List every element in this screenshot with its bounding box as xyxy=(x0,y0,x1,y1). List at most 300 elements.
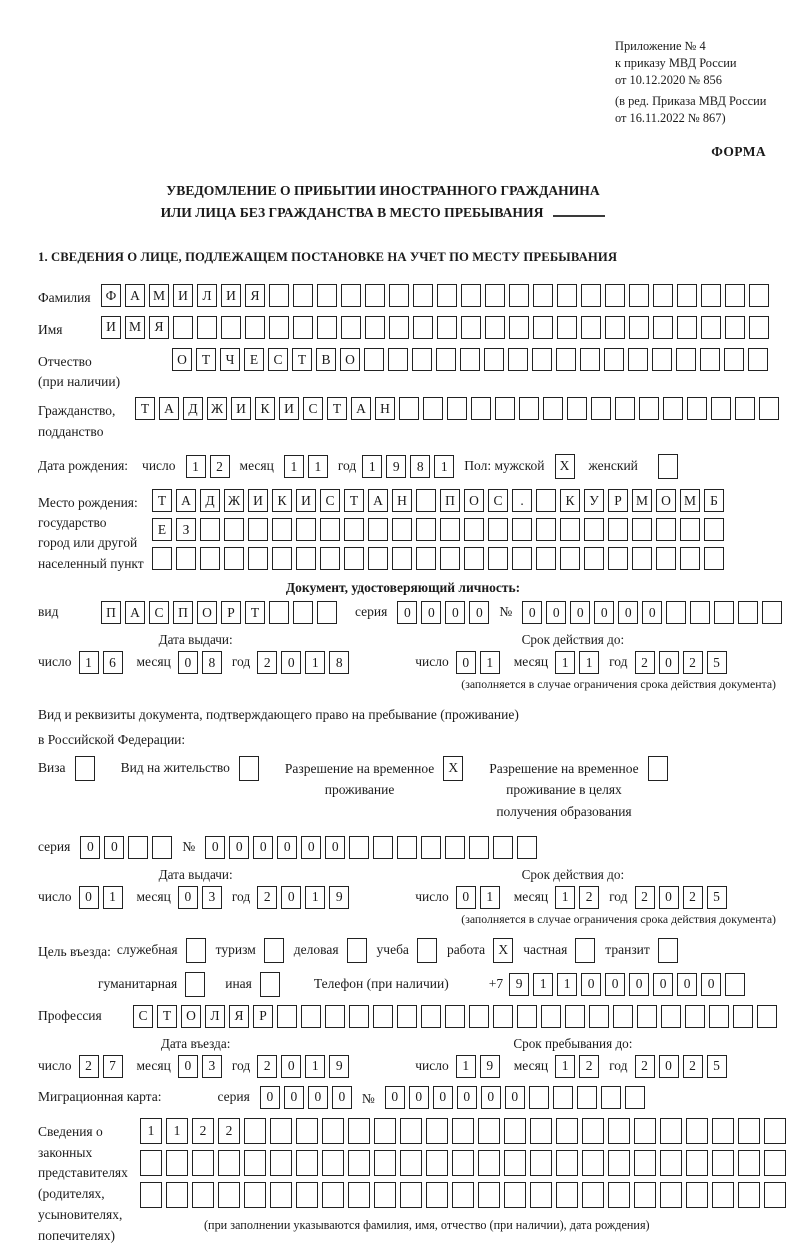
char-box[interactable]: 1 xyxy=(308,455,328,478)
char-box[interactable]: А xyxy=(125,601,145,624)
char-box[interactable]: 0 xyxy=(385,1086,405,1109)
char-box[interactable]: 0 xyxy=(469,601,489,624)
char-box[interactable]: 0 xyxy=(281,886,301,909)
char-box[interactable] xyxy=(469,1005,489,1028)
char-box[interactable]: 2 xyxy=(579,886,599,909)
char-box[interactable] xyxy=(660,1118,682,1144)
char-box[interactable] xyxy=(374,1182,396,1208)
char-box[interactable]: Л xyxy=(205,1005,225,1028)
char-box[interactable] xyxy=(218,1150,240,1176)
char-box[interactable] xyxy=(517,836,537,859)
char-box[interactable] xyxy=(322,1118,344,1144)
char-box[interactable] xyxy=(440,518,460,541)
char-box[interactable]: 1 xyxy=(555,886,575,909)
char-box[interactable] xyxy=(166,1182,188,1208)
char-box[interactable] xyxy=(519,397,539,420)
char-box[interactable]: О xyxy=(172,348,192,371)
char-box[interactable] xyxy=(749,284,769,307)
char-box[interactable] xyxy=(389,316,409,339)
char-box[interactable] xyxy=(764,1182,786,1208)
char-box[interactable] xyxy=(605,284,625,307)
char-box[interactable] xyxy=(629,284,649,307)
char-box[interactable]: Я xyxy=(229,1005,249,1028)
char-box[interactable] xyxy=(557,284,577,307)
char-box[interactable] xyxy=(738,601,758,624)
char-box[interactable] xyxy=(639,397,659,420)
char-box[interactable] xyxy=(589,1005,609,1028)
char-box[interactable] xyxy=(536,547,556,570)
char-box[interactable]: Я xyxy=(149,316,169,339)
char-box[interactable] xyxy=(173,316,193,339)
char-box[interactable] xyxy=(677,316,697,339)
char-box[interactable] xyxy=(325,1005,345,1028)
char-box[interactable] xyxy=(509,284,529,307)
char-box[interactable]: 1 xyxy=(555,1055,575,1078)
char-box[interactable] xyxy=(556,348,576,371)
char-box[interactable] xyxy=(200,547,220,570)
char-box[interactable] xyxy=(582,1182,604,1208)
char-box[interactable]: 0 xyxy=(79,886,99,909)
char-box[interactable]: 5 xyxy=(707,886,727,909)
char-box[interactable] xyxy=(759,397,779,420)
char-box[interactable]: 5 xyxy=(707,1055,727,1078)
tourism-checkbox[interactable] xyxy=(264,938,284,963)
visa-checkbox[interactable] xyxy=(75,756,95,781)
work-checkbox[interactable]: X xyxy=(493,938,513,963)
char-box[interactable] xyxy=(248,518,268,541)
char-box[interactable]: 0 xyxy=(284,1086,304,1109)
char-box[interactable] xyxy=(686,1150,708,1176)
char-box[interactable] xyxy=(680,518,700,541)
char-box[interactable] xyxy=(341,316,361,339)
char-box[interactable]: О xyxy=(656,489,676,512)
char-box[interactable]: 0 xyxy=(659,651,679,674)
char-box[interactable] xyxy=(556,1118,578,1144)
char-box[interactable] xyxy=(436,348,456,371)
char-box[interactable]: 2 xyxy=(683,651,703,674)
char-box[interactable]: И xyxy=(231,397,251,420)
char-box[interactable] xyxy=(270,1182,292,1208)
char-box[interactable] xyxy=(365,316,385,339)
male-checkbox[interactable]: X xyxy=(555,454,575,479)
char-box[interactable] xyxy=(686,1118,708,1144)
char-box[interactable] xyxy=(244,1150,266,1176)
transit-checkbox[interactable] xyxy=(658,938,678,963)
char-box[interactable] xyxy=(632,518,652,541)
char-box[interactable] xyxy=(445,1005,465,1028)
char-box[interactable] xyxy=(192,1150,214,1176)
char-box[interactable] xyxy=(660,1182,682,1208)
char-box[interactable] xyxy=(248,547,268,570)
char-box[interactable]: А xyxy=(368,489,388,512)
char-box[interactable] xyxy=(701,284,721,307)
char-box[interactable] xyxy=(676,348,696,371)
char-box[interactable] xyxy=(637,1005,657,1028)
char-box[interactable]: 0 xyxy=(445,601,465,624)
char-box[interactable]: С xyxy=(488,489,508,512)
char-box[interactable] xyxy=(615,397,635,420)
char-box[interactable] xyxy=(452,1150,474,1176)
char-box[interactable]: К xyxy=(272,489,292,512)
char-box[interactable]: Т xyxy=(152,489,172,512)
char-box[interactable] xyxy=(373,836,393,859)
char-box[interactable]: 2 xyxy=(257,651,277,674)
char-box[interactable]: 1 xyxy=(456,1055,476,1078)
char-box[interactable] xyxy=(421,1005,441,1028)
char-box[interactable] xyxy=(704,547,724,570)
char-box[interactable] xyxy=(712,1150,734,1176)
char-box[interactable] xyxy=(296,1150,318,1176)
char-box[interactable]: 1 xyxy=(362,455,382,478)
char-box[interactable]: 0 xyxy=(332,1086,352,1109)
char-box[interactable]: 0 xyxy=(618,601,638,624)
char-box[interactable] xyxy=(709,1005,729,1028)
char-box[interactable]: 2 xyxy=(257,1055,277,1078)
char-box[interactable] xyxy=(724,348,744,371)
char-box[interactable]: 9 xyxy=(329,886,349,909)
char-box[interactable]: 2 xyxy=(218,1118,240,1144)
char-box[interactable]: А xyxy=(159,397,179,420)
char-box[interactable] xyxy=(365,284,385,307)
char-box[interactable] xyxy=(488,518,508,541)
char-box[interactable]: 9 xyxy=(480,1055,500,1078)
char-box[interactable] xyxy=(565,1005,585,1028)
char-box[interactable]: 0 xyxy=(546,601,566,624)
char-box[interactable]: 5 xyxy=(707,651,727,674)
humanitarian-checkbox[interactable] xyxy=(185,972,205,997)
char-box[interactable]: 0 xyxy=(277,836,297,859)
char-box[interactable] xyxy=(504,1150,526,1176)
char-box[interactable]: 9 xyxy=(329,1055,349,1078)
char-box[interactable] xyxy=(660,1150,682,1176)
char-box[interactable] xyxy=(556,1150,578,1176)
char-box[interactable]: Л xyxy=(197,284,217,307)
char-box[interactable] xyxy=(176,547,196,570)
char-box[interactable]: 8 xyxy=(202,651,222,674)
char-box[interactable] xyxy=(368,518,388,541)
char-box[interactable]: 0 xyxy=(642,601,662,624)
char-box[interactable] xyxy=(748,348,768,371)
char-box[interactable]: 0 xyxy=(659,886,679,909)
char-box[interactable] xyxy=(553,1086,573,1109)
char-box[interactable]: Е xyxy=(152,518,172,541)
char-box[interactable]: 0 xyxy=(605,973,625,996)
char-box[interactable]: Ф xyxy=(101,284,121,307)
char-box[interactable] xyxy=(397,1005,417,1028)
char-box[interactable] xyxy=(269,601,289,624)
char-box[interactable] xyxy=(447,397,467,420)
char-box[interactable] xyxy=(530,1182,552,1208)
char-box[interactable] xyxy=(605,316,625,339)
char-box[interactable] xyxy=(277,1005,297,1028)
char-box[interactable]: 1 xyxy=(305,651,325,674)
char-box[interactable] xyxy=(416,489,436,512)
char-box[interactable]: 0 xyxy=(505,1086,525,1109)
char-box[interactable] xyxy=(416,518,436,541)
char-box[interactable]: Ч xyxy=(220,348,240,371)
char-box[interactable]: 3 xyxy=(202,1055,222,1078)
char-box[interactable] xyxy=(488,547,508,570)
char-box[interactable] xyxy=(437,316,457,339)
char-box[interactable] xyxy=(735,397,755,420)
char-box[interactable]: П xyxy=(101,601,121,624)
char-box[interactable] xyxy=(532,348,552,371)
char-box[interactable]: 2 xyxy=(683,886,703,909)
char-box[interactable]: 0 xyxy=(281,1055,301,1078)
char-box[interactable]: . xyxy=(512,489,532,512)
char-box[interactable]: Т xyxy=(196,348,216,371)
char-box[interactable]: Т xyxy=(157,1005,177,1028)
char-box[interactable] xyxy=(484,348,504,371)
char-box[interactable] xyxy=(152,836,172,859)
char-box[interactable]: 0 xyxy=(253,836,273,859)
char-box[interactable] xyxy=(269,316,289,339)
char-box[interactable]: М xyxy=(149,284,169,307)
char-box[interactable]: М xyxy=(632,489,652,512)
char-box[interactable] xyxy=(373,1005,393,1028)
char-box[interactable] xyxy=(533,284,553,307)
char-box[interactable]: 3 xyxy=(202,886,222,909)
char-box[interactable] xyxy=(634,1150,656,1176)
char-box[interactable]: Т xyxy=(327,397,347,420)
char-box[interactable] xyxy=(613,1005,633,1028)
char-box[interactable] xyxy=(582,1118,604,1144)
char-box[interactable] xyxy=(749,316,769,339)
char-box[interactable] xyxy=(629,316,649,339)
char-box[interactable]: 0 xyxy=(629,973,649,996)
char-box[interactable] xyxy=(577,1086,597,1109)
char-box[interactable] xyxy=(725,284,745,307)
char-box[interactable] xyxy=(348,1150,370,1176)
char-box[interactable]: Т xyxy=(344,489,364,512)
char-box[interactable] xyxy=(244,1182,266,1208)
char-box[interactable] xyxy=(348,1182,370,1208)
char-box[interactable] xyxy=(224,547,244,570)
char-box[interactable]: 7 xyxy=(103,1055,123,1078)
char-box[interactable] xyxy=(560,547,580,570)
char-box[interactable] xyxy=(301,1005,321,1028)
char-box[interactable]: К xyxy=(255,397,275,420)
char-box[interactable] xyxy=(712,1182,734,1208)
char-box[interactable] xyxy=(509,316,529,339)
char-box[interactable]: 1 xyxy=(103,886,123,909)
char-box[interactable] xyxy=(608,547,628,570)
char-box[interactable] xyxy=(374,1150,396,1176)
char-box[interactable] xyxy=(317,284,337,307)
char-box[interactable] xyxy=(296,1182,318,1208)
char-box[interactable]: И xyxy=(173,284,193,307)
char-box[interactable]: 2 xyxy=(635,886,655,909)
char-box[interactable]: Ж xyxy=(207,397,227,420)
char-box[interactable]: Р xyxy=(221,601,241,624)
char-box[interactable] xyxy=(412,348,432,371)
char-box[interactable] xyxy=(400,1150,422,1176)
char-box[interactable] xyxy=(388,348,408,371)
char-box[interactable] xyxy=(663,397,683,420)
char-box[interactable]: О xyxy=(197,601,217,624)
char-box[interactable]: 0 xyxy=(456,886,476,909)
char-box[interactable] xyxy=(461,316,481,339)
char-box[interactable]: 0 xyxy=(581,973,601,996)
char-box[interactable] xyxy=(557,316,577,339)
business-checkbox[interactable] xyxy=(347,938,367,963)
char-box[interactable] xyxy=(700,348,720,371)
char-box[interactable]: 2 xyxy=(635,1055,655,1078)
char-box[interactable] xyxy=(733,1005,753,1028)
char-box[interactable] xyxy=(517,1005,537,1028)
char-box[interactable]: Б xyxy=(704,489,724,512)
char-box[interactable] xyxy=(701,316,721,339)
char-box[interactable] xyxy=(296,547,316,570)
char-box[interactable] xyxy=(687,397,707,420)
char-box[interactable] xyxy=(608,1118,630,1144)
char-box[interactable]: 1 xyxy=(579,651,599,674)
private-checkbox[interactable] xyxy=(575,938,595,963)
char-box[interactable] xyxy=(536,489,556,512)
char-box[interactable] xyxy=(591,397,611,420)
char-box[interactable] xyxy=(493,836,513,859)
char-box[interactable] xyxy=(504,1118,526,1144)
temp-residence-education-checkbox[interactable] xyxy=(648,756,668,781)
char-box[interactable] xyxy=(661,1005,681,1028)
residence-permit-checkbox[interactable] xyxy=(239,756,259,781)
char-box[interactable]: 1 xyxy=(140,1118,162,1144)
char-box[interactable] xyxy=(192,1182,214,1208)
char-box[interactable] xyxy=(680,547,700,570)
char-box[interactable] xyxy=(530,1118,552,1144)
char-box[interactable] xyxy=(711,397,731,420)
char-box[interactable] xyxy=(493,1005,513,1028)
char-box[interactable] xyxy=(293,284,313,307)
char-box[interactable]: О xyxy=(464,489,484,512)
char-box[interactable]: П xyxy=(440,489,460,512)
char-box[interactable] xyxy=(364,348,384,371)
char-box[interactable] xyxy=(725,973,745,996)
char-box[interactable]: Я xyxy=(245,284,265,307)
char-box[interactable]: 1 xyxy=(557,973,577,996)
char-box[interactable]: 1 xyxy=(305,1055,325,1078)
char-box[interactable] xyxy=(140,1150,162,1176)
char-box[interactable] xyxy=(738,1150,760,1176)
char-box[interactable]: 1 xyxy=(284,455,304,478)
char-box[interactable]: 0 xyxy=(281,651,301,674)
char-box[interactable]: 0 xyxy=(80,836,100,859)
char-box[interactable]: 1 xyxy=(434,455,454,478)
char-box[interactable]: Д xyxy=(183,397,203,420)
char-box[interactable]: 0 xyxy=(104,836,124,859)
char-box[interactable] xyxy=(704,518,724,541)
char-box[interactable] xyxy=(437,284,457,307)
char-box[interactable] xyxy=(582,1150,604,1176)
char-box[interactable] xyxy=(413,284,433,307)
char-box[interactable]: С xyxy=(320,489,340,512)
char-box[interactable] xyxy=(423,397,443,420)
char-box[interactable] xyxy=(200,518,220,541)
char-box[interactable] xyxy=(296,518,316,541)
char-box[interactable]: И xyxy=(101,316,121,339)
char-box[interactable] xyxy=(504,1182,526,1208)
char-box[interactable]: 0 xyxy=(308,1086,328,1109)
char-box[interactable] xyxy=(666,601,686,624)
char-box[interactable] xyxy=(296,1118,318,1144)
char-box[interactable] xyxy=(400,1118,422,1144)
char-box[interactable] xyxy=(400,1182,422,1208)
char-box[interactable]: Т xyxy=(292,348,312,371)
char-box[interactable]: Р xyxy=(608,489,628,512)
char-box[interactable]: И xyxy=(296,489,316,512)
char-box[interactable]: У xyxy=(584,489,604,512)
char-box[interactable] xyxy=(656,518,676,541)
char-box[interactable]: 6 xyxy=(103,651,123,674)
char-box[interactable]: 0 xyxy=(301,836,321,859)
char-box[interactable] xyxy=(738,1182,760,1208)
char-box[interactable]: С xyxy=(268,348,288,371)
char-box[interactable] xyxy=(452,1118,474,1144)
char-box[interactable] xyxy=(653,284,673,307)
char-box[interactable] xyxy=(512,518,532,541)
char-box[interactable] xyxy=(634,1118,656,1144)
char-box[interactable] xyxy=(485,284,505,307)
char-box[interactable]: М xyxy=(125,316,145,339)
char-box[interactable] xyxy=(725,316,745,339)
char-box[interactable] xyxy=(608,1150,630,1176)
char-box[interactable] xyxy=(270,1150,292,1176)
char-box[interactable] xyxy=(218,1182,240,1208)
char-box[interactable] xyxy=(392,518,412,541)
char-box[interactable] xyxy=(556,1182,578,1208)
char-box[interactable] xyxy=(471,397,491,420)
char-box[interactable]: А xyxy=(125,284,145,307)
char-box[interactable]: А xyxy=(176,489,196,512)
char-box[interactable] xyxy=(485,316,505,339)
char-box[interactable] xyxy=(374,1118,396,1144)
char-box[interactable]: 0 xyxy=(677,973,697,996)
char-box[interactable] xyxy=(426,1150,448,1176)
char-box[interactable]: 1 xyxy=(79,651,99,674)
char-box[interactable] xyxy=(320,547,340,570)
char-box[interactable]: И xyxy=(248,489,268,512)
char-box[interactable] xyxy=(317,316,337,339)
char-box[interactable] xyxy=(392,547,412,570)
char-box[interactable]: З xyxy=(176,518,196,541)
char-box[interactable] xyxy=(416,547,436,570)
char-box[interactable] xyxy=(464,547,484,570)
female-checkbox[interactable] xyxy=(658,454,678,479)
char-box[interactable] xyxy=(656,547,676,570)
char-box[interactable] xyxy=(604,348,624,371)
char-box[interactable] xyxy=(536,518,556,541)
char-box[interactable]: А xyxy=(351,397,371,420)
char-box[interactable] xyxy=(652,348,672,371)
char-box[interactable] xyxy=(245,316,265,339)
char-box[interactable] xyxy=(272,518,292,541)
char-box[interactable] xyxy=(322,1182,344,1208)
char-box[interactable]: 0 xyxy=(701,973,721,996)
char-box[interactable] xyxy=(541,1005,561,1028)
char-box[interactable] xyxy=(584,547,604,570)
char-box[interactable] xyxy=(389,284,409,307)
char-box[interactable]: О xyxy=(340,348,360,371)
char-box[interactable] xyxy=(764,1150,786,1176)
char-box[interactable] xyxy=(634,1182,656,1208)
char-box[interactable] xyxy=(270,1118,292,1144)
char-box[interactable]: Т xyxy=(245,601,265,624)
char-box[interactable] xyxy=(478,1182,500,1208)
char-box[interactable] xyxy=(348,1118,370,1144)
char-box[interactable] xyxy=(244,1118,266,1144)
char-box[interactable] xyxy=(269,284,289,307)
char-box[interactable] xyxy=(685,1005,705,1028)
